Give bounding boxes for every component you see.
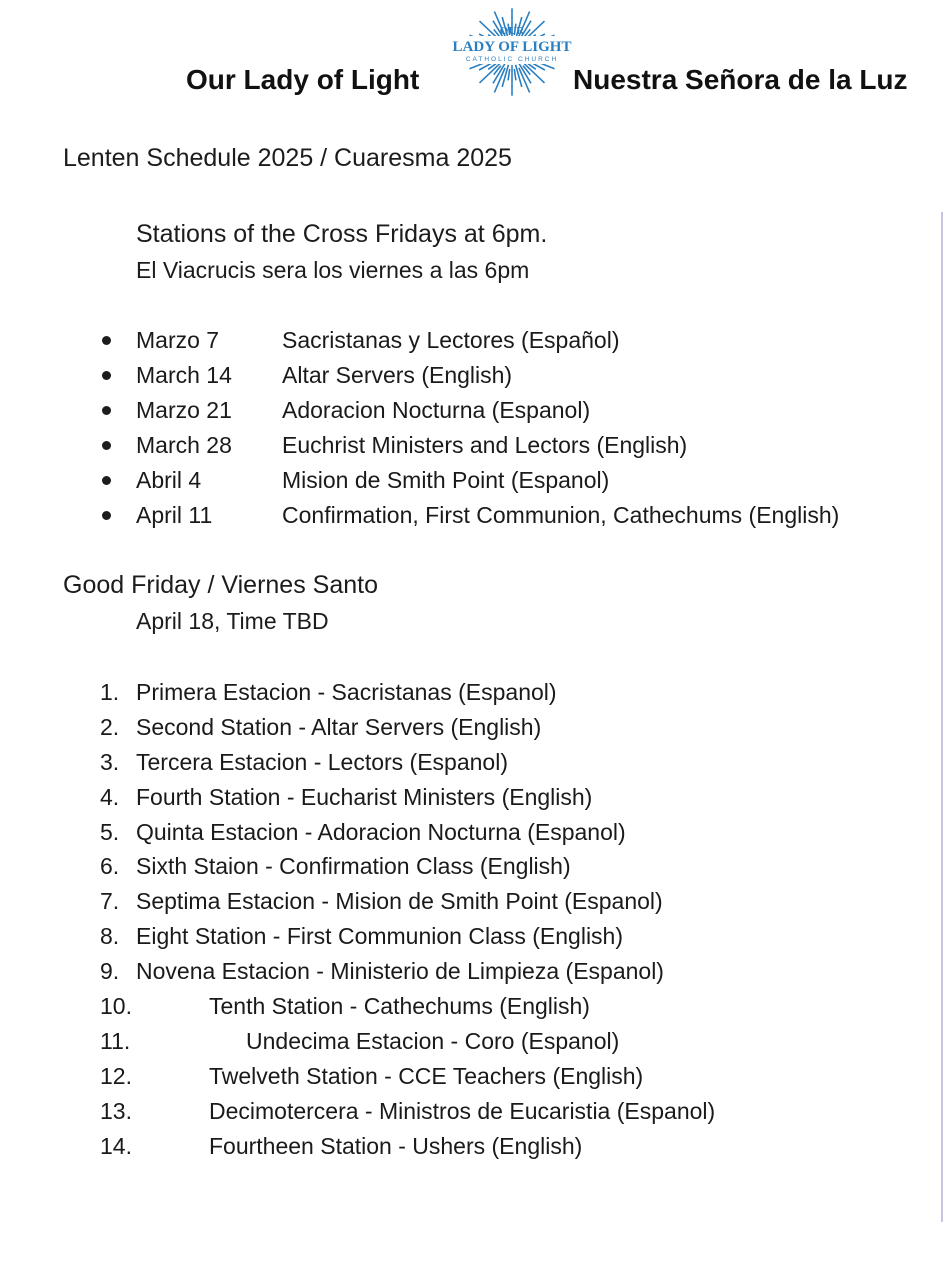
station-number: 6. [100, 853, 120, 880]
station-number: 13. [100, 1097, 132, 1124]
station-number: 8. [100, 923, 120, 950]
friday-group: Sacristanas y Lectores (Español) [282, 327, 620, 353]
station-number: 3. [100, 748, 120, 775]
station-text: Undecima Estacion - Coro (Espanol) [246, 1027, 620, 1054]
bullet-icon [102, 371, 111, 380]
logo-ray [514, 69, 516, 80]
friday-group: Confirmation, First Communion, Cathechums (English) [282, 502, 840, 528]
friday-date: April 11 [136, 502, 213, 528]
station-text: Fourth Station - Eucharist Ministers (English) [136, 783, 593, 810]
stations-intro-spanish: El Viacrucis sera los viernes a las 6pm [136, 257, 530, 283]
friday-date: March 14 [136, 362, 232, 388]
station-number: 10. [100, 993, 132, 1020]
sunburst-logo-icon [447, 6, 577, 102]
good-friday-date: April 18, Time TBD [136, 608, 329, 634]
logo-text-subtitle: CATHOLIC CHURCH [465, 56, 559, 63]
station-text: Sixth Staion - Confirmation Class (English) [136, 853, 571, 880]
bullet-icon [102, 441, 111, 450]
bullet-icon [102, 511, 111, 520]
friday-date: Marzo 7 [136, 327, 220, 353]
station-number: 1. [100, 679, 120, 705]
station-text: Novena Estacion - Ministerio de Limpieza (Espanol) [136, 958, 664, 985]
station-number: 7. [100, 888, 120, 915]
station-text: Twelveth Station - CCE Teachers (English) [209, 1062, 644, 1089]
station-text: Quinta Estacion - Adoracion Nocturna (Espanol) [136, 818, 626, 845]
station-number: 9. [100, 958, 120, 985]
station-text: Second Station - Altar Servers (English) [136, 713, 542, 740]
logo-ray [508, 69, 510, 80]
friday-group: Euchrist Ministers and Lectors (English) [282, 432, 688, 458]
station-text: Septima Estacion - Mision de Smith Point (Espanol) [136, 888, 663, 915]
church-logo [447, 6, 577, 102]
logo-text-name: LADY OF LIGHT [452, 39, 572, 55]
friday-group: Mision de Smith Point (Espanol) [282, 467, 610, 493]
station-number: 11. [100, 1027, 131, 1054]
stations-intro-english: Stations of the Cross Fridays at 6pm. [136, 220, 548, 248]
bullet-icon [102, 476, 111, 485]
logo-text-our: OUR [499, 25, 525, 37]
bullet-icon [102, 336, 111, 345]
station-text: Decimotercera - Ministros de Eucaristia (Espanol) [209, 1097, 716, 1124]
header-title-english: Our Lady of Light [186, 64, 420, 95]
station-text: Tenth Station - Cathechums (English) [209, 993, 590, 1020]
friday-date: Abril 4 [136, 467, 202, 493]
schedule-title: Lenten Schedule 2025 / Cuaresma 2025 [63, 144, 512, 172]
page-edge-divider [941, 212, 943, 1222]
logo-ray [522, 61, 545, 83]
friday-group: Adoracion Nocturna (Espanol) [282, 397, 591, 423]
station-number: 12. [100, 1062, 132, 1089]
friday-group: Altar Servers (English) [282, 362, 513, 388]
header-title-spanish: Nuestra Señora de la Luz [573, 64, 908, 95]
friday-date: Marzo 21 [136, 397, 232, 423]
logo-ray [480, 61, 503, 83]
station-text: Fourtheen Station - Ushers (English) [209, 1132, 583, 1159]
station-text: Eight Station - First Communion Class (English) [136, 923, 623, 950]
station-number: 5. [100, 818, 120, 845]
friday-date: March 28 [136, 432, 232, 458]
station-number: 4. [100, 783, 120, 810]
station-number: 14. [100, 1132, 132, 1159]
station-text: Primera Estacion - Sacristanas (Espanol) [136, 679, 557, 705]
bullet-icon [102, 406, 111, 415]
station-text: Tercera Estacion - Lectors (Espanol) [136, 748, 508, 775]
good-friday-title: Good Friday / Viernes Santo [63, 571, 378, 599]
station-number: 2. [100, 713, 120, 740]
